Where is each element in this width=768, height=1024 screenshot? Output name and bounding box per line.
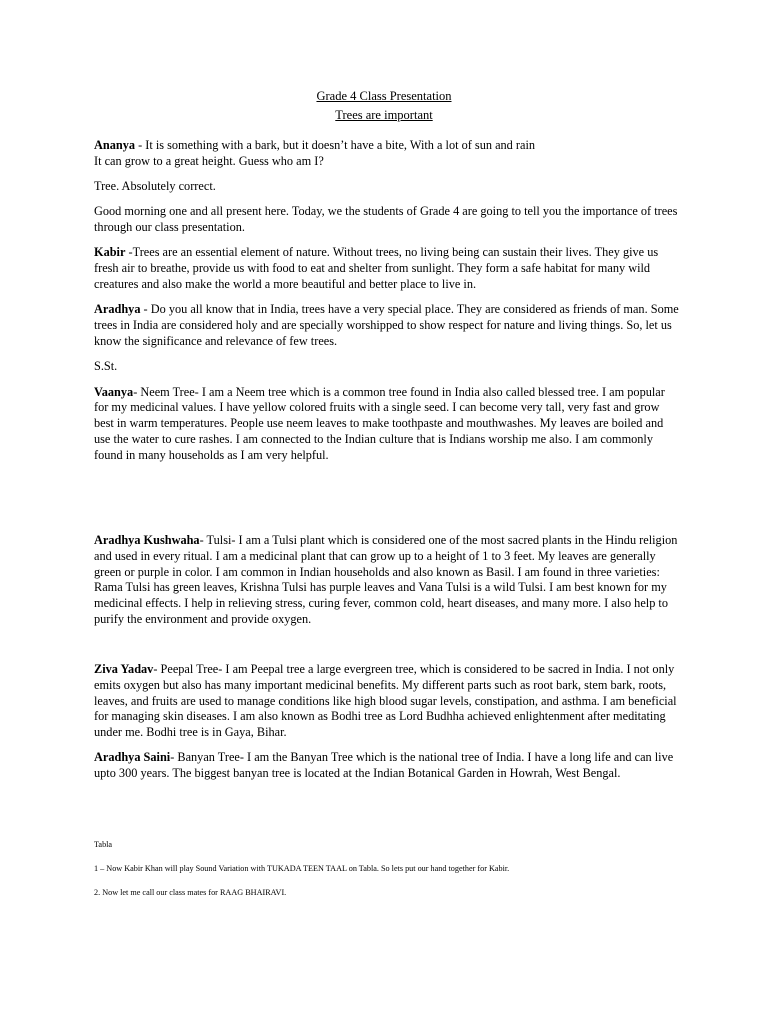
paragraph-text: Neem Tree- I am a Neem tree which is a common tree found in India also called blessed tree. I am popular for my medicinal values. I have yellow colored fruits with a single seed. I can become very tall, very fast and grow best in warm temperatures. People use neem leaves to make toothpaste and mouthwashes. My leaves are boiled and use the water to cure rashes. I am connected to the Indian culture that is Indians worship me also. I am commonly found in many households as I am very helpful. <box>94 384 665 462</box>
speaker-name: Ananya <box>94 138 136 152</box>
speaker-separator: - <box>170 750 178 765</box>
speaker-separator: - <box>199 533 207 547</box>
paragraph-text: It is something with a bark, but it doesn’t have a bite, With a lot of sun and rain <box>145 138 536 152</box>
paragraph-text: Good morning one and all present here. Today, we the students of Grade 4 are going to tell you the importance of trees through our class presentation. <box>94 204 678 235</box>
tabla-section <box>94 839 734 911</box>
speaker-separator: - <box>140 302 151 317</box>
paragraph-text: S.St. <box>94 359 118 374</box>
body-block-3 <box>94 662 680 792</box>
paragraph-text: Banyan Tree- I am the Banyan Tree which is the national tree of India. I have a long life and can live upto 300 years. The biggest banyan tree is located at the Indian Botanical Garden in Howrah, West Bengal. <box>94 750 674 781</box>
tabla-item-1: 1 – Now Kabir Khan will play Sound Variation with TUKADA TEEN TAAL on Tabla. So lets put our hand together for Kabir. <box>94 864 510 873</box>
title-block <box>0 89 768 123</box>
speaker-name: Vaanya <box>94 384 134 399</box>
paragraph-text: Peepal Tree- I am Peepal tree a large evergreen tree, which is considered to be sacred in India. I not only emits oxygen but also has many important medicinal benefits. My different parts such as root bark, stem bark, roots, leaves, and fruits are used to manage conditions like high blood sugar levels, constipation, and asthma. I am beneficial for managing skin diseases. I am also known as Bodhi tree as Lord Budhha achieved enlightenment after meditating under me. Bodhi tree is in Gaya, Bihar. <box>94 662 677 740</box>
paragraph-text-line-2: It can grow to a great height. Guess who am I? <box>94 153 324 168</box>
paragraph-greeting <box>94 204 680 236</box>
body-block-1 <box>94 138 680 473</box>
tabla-heading: Tabla <box>94 840 113 849</box>
paragraph-text: Do you all know that in India, trees have a very special place. They are considered as friends of man. Some trees in India are considered holy and are specially worshipped to show respect for nature and living things. So, let us know the significance and relevance of few trees. <box>94 302 679 348</box>
speaker-name: Ziva Yadav <box>94 662 154 676</box>
paragraph-ananya <box>94 138 680 170</box>
tabla-item-2: 2. Now let me call our class mates for RAAG BHAIRAVI. <box>94 888 287 897</box>
paragraph-aradhya-saini <box>94 750 680 782</box>
paragraph-vaanya <box>94 385 680 464</box>
paragraph-sst <box>94 359 680 375</box>
paragraph-text: Tulsi- I am a Tulsi plant which is considered one of the most sacred plants in the Hindu religion and used in every ritual. I am a medicinal plant that can grow up to a height of 1 to 3 feet. My leaves are generally green or purple in color. I am common in Indian households and also known as Basil. I am found in three varieties: Rama Tulsi has green leaves, Krishna Tulsi has purple leaves and Vana Tulsi is a wild Tulsi. I am best known for my medicinal effects. I help in relieving stress, curing fever, common cold, heart diseases, and many more. I also help to purify the environment and provide oxygen. <box>94 533 678 626</box>
paragraph-ziva-yadav <box>94 662 680 741</box>
document-subtitle: Trees are important <box>335 108 433 122</box>
paragraph-text: Tree. Absolutely correct. <box>94 179 216 194</box>
paragraph-aradhya <box>94 302 680 349</box>
paragraph-kabir <box>94 245 680 292</box>
speaker-name: Aradhya Kushwaha <box>94 533 200 547</box>
speaker-name: Kabir <box>94 245 126 260</box>
paragraph-answer <box>94 179 680 195</box>
paragraph-aradhya-kushwaha <box>94 533 680 628</box>
speaker-name: Aradhya <box>94 302 141 317</box>
speaker-separator: - <box>125 245 133 260</box>
paragraph-text: Trees are an essential element of nature. Without trees, no living being can sustain their lives. They give us fresh air to breathe, provide us with food to eat and shelter from sunlight. They form a safe habitat for many wild creatures and also make the world a more beautiful and better place to live in. <box>94 245 659 292</box>
speaker-separator: - <box>135 138 146 152</box>
speaker-name: Aradhya Saini <box>94 750 171 765</box>
speaker-separator: - <box>133 384 141 399</box>
body-block-2 <box>94 533 680 637</box>
document-title: Grade 4 Class Presentation <box>316 89 452 103</box>
speaker-separator: - <box>153 662 161 676</box>
